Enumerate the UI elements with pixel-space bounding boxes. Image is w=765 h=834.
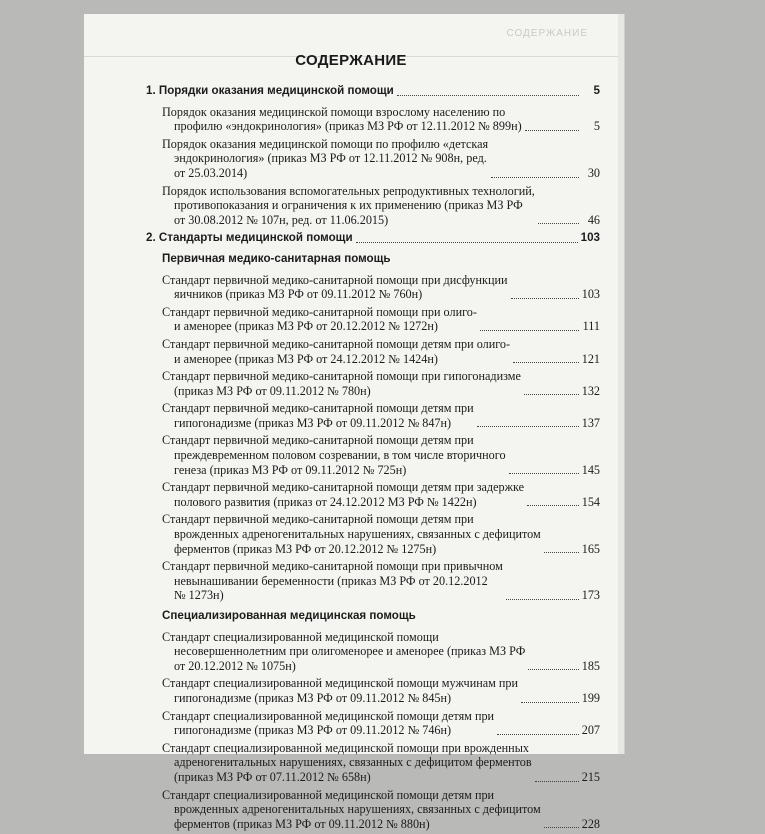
- toc-entry-line: Порядок оказания медицинской помощи по профилю «детская: [162, 136, 489, 151]
- toc-entry-line: Стандарт первичной медико-санитарной помощи детям при задержке: [162, 480, 525, 495]
- page-number: 145: [581, 462, 600, 477]
- toc-entry-text: [162, 709, 494, 738]
- dot-leader: [356, 242, 578, 243]
- toc-entry-line: Стандарт первичной медико-санитарной помощи детям при: [162, 433, 474, 448]
- toc-entry-line: Стандарт специализированной медицинской помощи детям при: [162, 708, 495, 723]
- page-number: 137: [581, 415, 600, 430]
- dot-leader: [524, 394, 579, 395]
- dot-leader: [513, 362, 579, 363]
- toc-entry[interactable]: [162, 709, 600, 738]
- dot-leader: [506, 599, 579, 600]
- toc-entry-line: от 30.08.2012 № 107н, ред. от 11.06.2015): [174, 212, 389, 227]
- toc-entry-line: гипогонадизме (приказ МЗ РФ от 09.11.2012 № 746н): [174, 723, 452, 738]
- toc-entry-line: Стандарт первичной медико-санитарной помощи при гипогонадизме: [162, 369, 521, 384]
- toc-entry-line: от 25.03.2014): [174, 165, 248, 180]
- toc-entry[interactable]: [162, 337, 600, 366]
- dot-leader: [509, 473, 579, 474]
- toc-entry-line: Стандарт специализированной медицинской помощи: [162, 629, 439, 644]
- toc-entry-line: Порядок оказания медицинской помощи взрослому населению по: [162, 104, 506, 119]
- page-number: 173: [581, 588, 600, 603]
- toc-entry-line: Стандарт специализированной медицинской помощи при врожденных: [162, 740, 529, 755]
- book-page: [84, 14, 618, 831]
- toc-entry[interactable]: [162, 788, 600, 832]
- dot-leader: [544, 552, 579, 553]
- page-number: 228: [581, 816, 600, 831]
- toc-entry-text: [162, 305, 477, 334]
- page-number: 165: [581, 541, 600, 556]
- toc-entry[interactable]: [162, 433, 600, 477]
- toc-entry[interactable]: [162, 630, 600, 674]
- dot-leader: [497, 734, 579, 735]
- section-title: 1. Порядки оказания медицинской помощи: [146, 84, 394, 97]
- dot-leader: [527, 505, 579, 506]
- toc-entry-line: врожденных адреногенитальных нарушениях, связанных с дефицитом: [174, 802, 541, 817]
- toc-subsection-heading: Первичная медико-санитарная помощь: [162, 251, 391, 265]
- toc-entry-line: невынашивании беременности (приказ МЗ РФ от 20.12.2012: [174, 573, 488, 588]
- toc-entry-line: и аменорее (приказ МЗ РФ от 20.12.2012 № 1272н): [174, 319, 438, 334]
- toc-entry-line: Порядок использования вспомогательных репродуктивных технологий,: [162, 183, 535, 198]
- toc-entry[interactable]: [162, 305, 600, 334]
- running-head-text: СОДЕРЖАНИЕ: [506, 28, 588, 39]
- toc-entry-line: Стандарт первичной медико-санитарной помощи детям при: [162, 401, 474, 416]
- toc-entry[interactable]: [162, 137, 600, 181]
- toc-entry-line: несовершеннолетним при олигоменорее и аменорее (приказ МЗ РФ: [174, 644, 526, 659]
- toc-entry[interactable]: [162, 273, 600, 302]
- toc-entry-line: (приказ МЗ РФ от 07.11.2012 № 658н): [174, 769, 371, 784]
- toc-section-heading[interactable]: [146, 231, 600, 246]
- toc-entry[interactable]: [162, 401, 600, 430]
- toc-entry-line: № 1273н): [174, 588, 224, 603]
- toc-entry-text: [162, 676, 518, 705]
- toc-entry[interactable]: [162, 741, 600, 785]
- toc-entry-line: гипогонадизме (приказ МЗ РФ от 09.11.2012 № 845н): [174, 690, 452, 705]
- dot-leader: [491, 177, 579, 178]
- toc-entry-text: [162, 105, 522, 134]
- toc-entry-text: [162, 433, 506, 477]
- dot-leader: [544, 827, 579, 828]
- dot-leader: [535, 781, 579, 782]
- toc-entry-line: ферментов (приказ МЗ РФ от 20.12.2012 № 1275н): [174, 541, 437, 556]
- toc-entry-text: [162, 184, 535, 228]
- toc-entry-line: и аменорее (приказ МЗ РФ от 24.12.2012 № 1424н): [174, 351, 438, 366]
- page-number: 103: [581, 287, 600, 302]
- page-number: 132: [581, 383, 600, 398]
- toc-entry-line: Стандарт первичной медико-санитарной помощи при дисфункции: [162, 272, 508, 287]
- toc-entry-text: [162, 788, 541, 832]
- page-number: 199: [581, 690, 600, 705]
- toc-entry-text: [162, 369, 521, 398]
- toc-entry-line: Стандарт первичной медико-санитарной помощи детям при олиго-: [162, 336, 511, 351]
- toc-entry-line: адреногенитальных нарушениях, связанных с дефицитом ферментов: [174, 755, 532, 770]
- toc-entry-text: [162, 559, 503, 603]
- toc-entry-line: врожденных адреногенитальных нарушениях, связанных с дефицитом: [174, 527, 541, 542]
- table-of-contents: [146, 80, 600, 834]
- toc-entry-line: Стандарт первичной медико-санитарной помощи при олиго-: [162, 304, 477, 319]
- toc-entry[interactable]: [162, 559, 600, 603]
- toc-entry-line: Стандарт первичной медико-санитарной помощи при привычном: [162, 559, 503, 574]
- toc-entry[interactable]: [162, 105, 600, 134]
- toc-entry-text: [162, 480, 524, 509]
- toc-entry[interactable]: [162, 676, 600, 705]
- page-number: 207: [581, 723, 600, 738]
- toc-entry[interactable]: [162, 512, 600, 556]
- toc-entry-line: преждевременном половом созревании, в том числе вторичного: [174, 448, 506, 463]
- toc-entry-line: эндокринология» (приказ МЗ РФ от 12.11.2012 № 908н, ред.: [174, 151, 487, 166]
- toc-entry-line: профилю «эндокринология» (приказ МЗ РФ от 12.11.2012 № 899н): [174, 119, 522, 134]
- toc-entry-line: яичников (приказ МЗ РФ от 09.11.2012 № 760н): [174, 287, 423, 302]
- page-number: 121: [581, 351, 600, 366]
- page-number: 46: [587, 212, 600, 227]
- toc-entry-line: Стандарт первичной медико-санитарной помощи детям при: [162, 512, 474, 527]
- toc-entry-text: [162, 630, 525, 674]
- dot-leader: [480, 330, 579, 331]
- page-number: 5: [593, 84, 600, 97]
- toc-entry-line: гипогонадизме (приказ МЗ РФ от 09.11.2012 № 847н): [174, 415, 452, 430]
- page-number: 111: [582, 319, 600, 334]
- toc-entry-text: [162, 401, 474, 430]
- toc-entry-text: [162, 137, 488, 181]
- toc-entry[interactable]: [162, 480, 600, 509]
- toc-subsection-heading: Специализированная медицинская помощь: [162, 609, 416, 622]
- page-number: 5: [593, 119, 600, 134]
- toc-section-heading[interactable]: [146, 84, 600, 99]
- page-number: 185: [581, 658, 600, 673]
- toc-entry-line: от 20.12.2012 № 1075н): [174, 658, 296, 673]
- toc-entry-line: (приказ МЗ РФ от 09.11.2012 № 780н): [174, 383, 371, 398]
- toc-entry-line: ферментов (приказ МЗ РФ от 09.11.2012 № 880н): [174, 816, 430, 831]
- toc-entry-text: [162, 741, 532, 785]
- toc-entry-line: противопоказания и ограничения к их применению (приказ МЗ РФ: [174, 198, 523, 213]
- dot-leader: [528, 669, 578, 670]
- toc-entry[interactable]: [162, 184, 600, 228]
- toc-entry-line: полового развития (приказ от 24.12.2012 МЗ РФ № 1422н): [174, 494, 477, 509]
- page-number: 154: [581, 494, 600, 509]
- toc-entry-text: [162, 512, 541, 556]
- toc-entry-line: Стандарт специализированной медицинской помощи детям при: [162, 787, 495, 802]
- toc-entry-line: Стандарт специализированной медицинской помощи мужчинам при: [162, 676, 519, 691]
- toc-entry-text: [162, 273, 508, 302]
- dot-leader: [525, 130, 579, 131]
- dot-leader: [477, 426, 579, 427]
- section-title: 2. Стандарты медицинской помощи: [146, 231, 353, 245]
- toc-entry[interactable]: [162, 369, 600, 398]
- page-title: СОДЕРЖАНИЕ: [295, 52, 407, 69]
- dot-leader: [521, 702, 579, 703]
- page-number: 30: [587, 165, 600, 180]
- dot-leader: [511, 298, 579, 299]
- page-number: 103: [580, 231, 600, 245]
- dot-leader: [397, 95, 579, 96]
- dot-leader: [538, 223, 579, 224]
- toc-entry-line: генеза (приказ МЗ РФ от 09.11.2012 № 725н): [174, 462, 407, 477]
- toc-entry-text: [162, 337, 510, 366]
- page-number: 215: [581, 769, 600, 784]
